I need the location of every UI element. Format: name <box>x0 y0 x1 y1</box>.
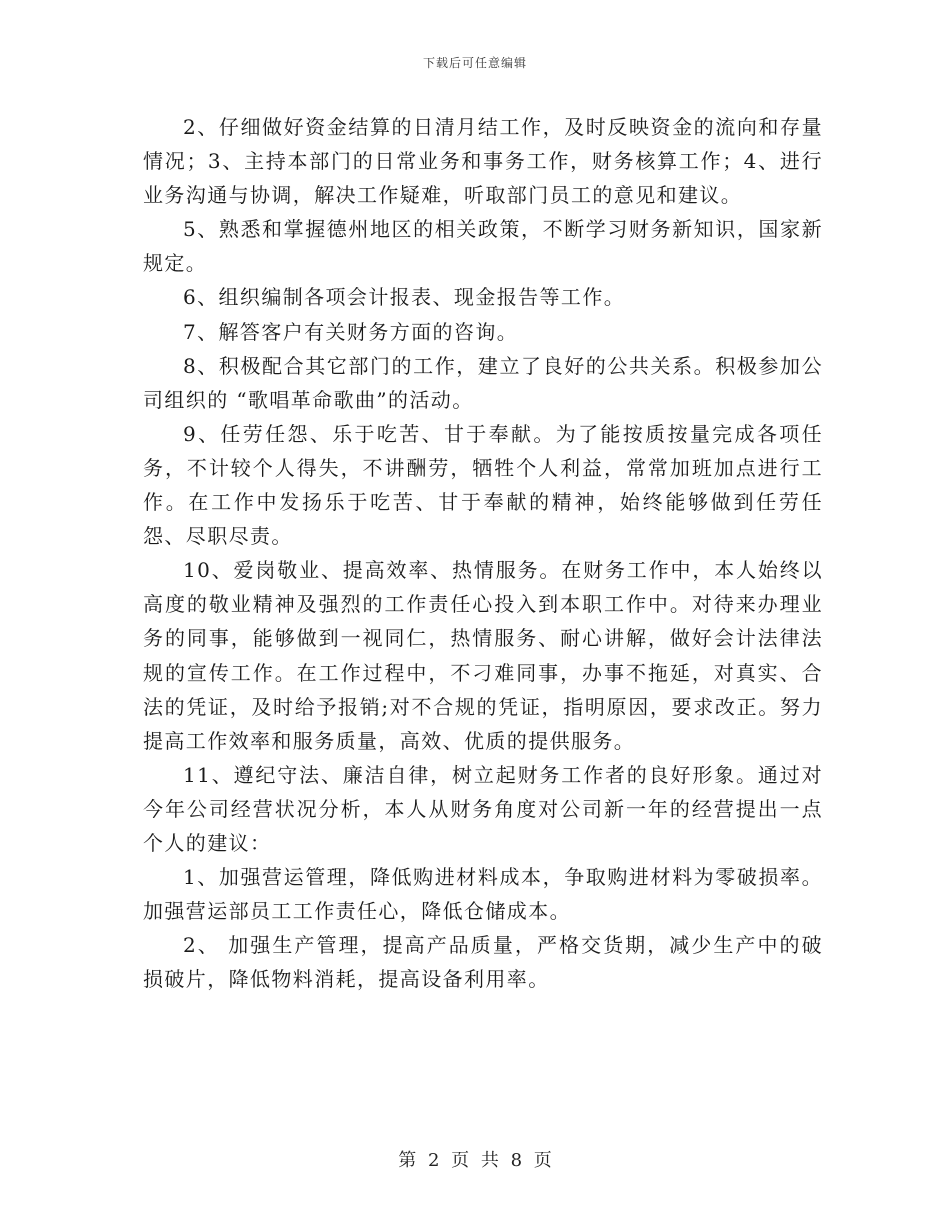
paragraph-5: 5、熟悉和掌握德州地区的相关政策，不断学习财务新知识，国家新规定。 <box>143 217 823 276</box>
paragraph-6: 6、组织编制各项会计报表、现金报告等工作。 <box>183 285 626 310</box>
suggestion-1: 1、加强营运管理，降低购进材料成本，争取购进材料为零破损率。加强营运部员工工作责任心，降低仓储成本。 <box>143 865 823 924</box>
paragraph-9: 9、任劳任怨、乐于吃苦、甘于奉献。为了能按质按量完成各项任务，不计较个人得失，不讲酬劳，牺牲个人利益，常常加班加点进行工作。在工作中发扬乐于吃苦、甘于奉献的精神，始终能够做到任劳任怨、尽职尽责。 <box>143 421 823 549</box>
paragraph-11: 11、遵纪守法、廉洁自律，树立起财务工作者的良好形象。通过对今年公司经营状况分析，本人从财务角度对公司新一年的经营提出一点个人的建议： <box>143 762 823 855</box>
paragraph-2: 2、仔细做好资金结算的日清月结工作，及时反映资金的流向和存量情况；3、主持本部门的日常业务和事务工作，财务核算工作；4、进行业务沟通与协调，解决工作疑难，听取部门员工的意见和建议。 <box>143 115 823 208</box>
paragraph-8: 8、积极配合其它部门的工作，建立了良好的公共关系。积极参加公司组织的 “歌唱革命歌曲”的活动。 <box>143 353 823 412</box>
paragraph-7: 7、解答客户有关财务方面的咨询。 <box>183 319 519 344</box>
document-body <box>143 110 823 996</box>
page-header: 下载后可任意编辑 <box>422 56 527 70</box>
paragraph-10: 10、爱岗敬业、提高效率、热情服务。在财务工作中，本人始终以高度的敬业精神及强烈的工作责任心投入到本职工作中。对待来办理业务的同事，能够做到一视同仁，热情服务、耐心讲解，做好会计法律法规的宣传工作。在工作过程中，不刁难同事，办事不拖延，对真实、合法的凭证，及时给予报销;对不合规的凭证，指明原因，要求改正。努力提高工作效率和服务质量，高效、优质的提供服务。 <box>143 558 823 753</box>
suggestion-2: 2、 加强生产管理，提高产品质量，严格交货期，减少生产中的破损破片，降低物料消耗，提高设备利用率。 <box>143 933 823 992</box>
page-footer: 第 2 页 共 8 页 <box>398 1150 552 1171</box>
